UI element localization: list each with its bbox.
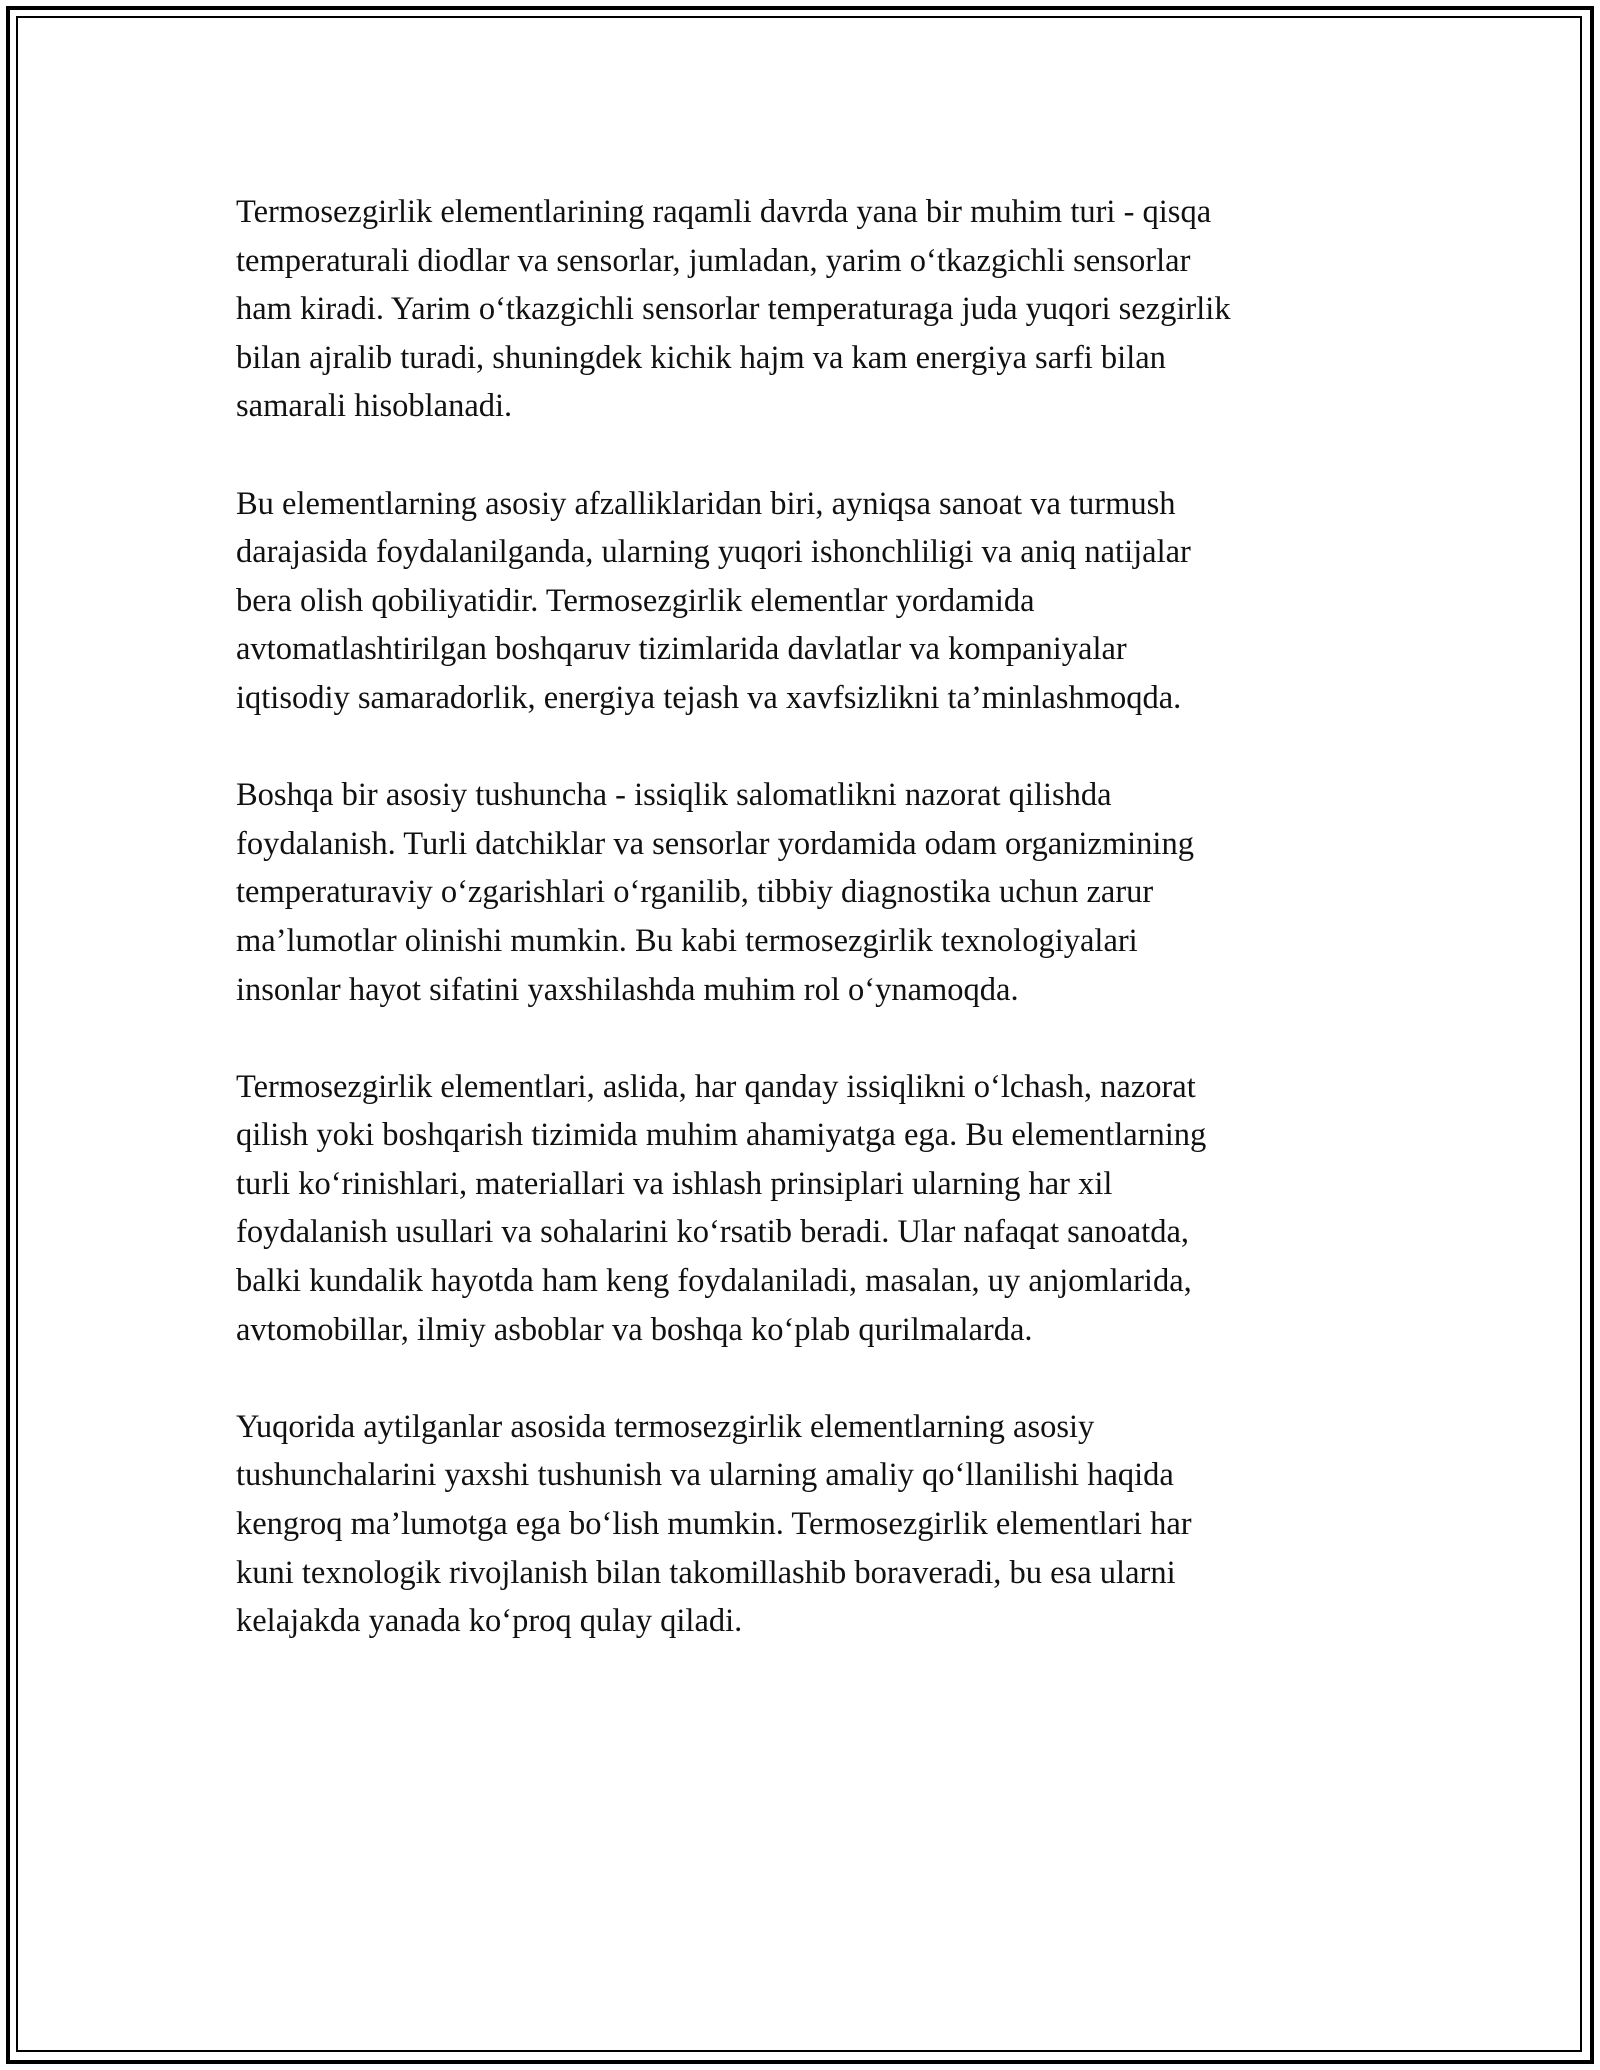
paragraph-line: Termosezgirlik elementlari, aslida, har qanday issiqlikni o‘lchash, nazorat — [236, 1068, 1196, 1105]
paragraph-2 — [236, 480, 1376, 723]
paragraph-line: avtomobillar, ilmiy asboblar va boshqa ko‘plab qurilmalarda. — [236, 1311, 1033, 1348]
paragraph-line: bilan ajralib turadi, shuningdek kichik hajm va kam energiya sarfi bilan — [236, 339, 1166, 376]
document-body — [236, 188, 1376, 1694]
paragraph-line: temperaturaviy o‘zgarishlari o‘rganilib, tibbiy diagnostika uchun zarur — [236, 874, 1154, 911]
paragraph-line: turli ko‘rinishlari, materiallari va ishlash prinsiplari ularning har xil — [236, 1165, 1113, 1202]
paragraph-line: bera olish qobiliyatidir. Termosezgirlik elementlar yordamida — [236, 582, 1035, 619]
paragraph-line: ham kiradi. Yarim o‘tkazgichli sensorlar temperaturaga juda yuqori sezgirlik — [236, 291, 1231, 328]
paragraph-line: kengroq ma’lumotga ega bo‘lish mumkin. Termosezgirlik elementlari har — [236, 1506, 1192, 1543]
paragraph-line: insonlar hayot sifatini yaxshilashda muhim rol o‘ynamoqda. — [236, 971, 1019, 1008]
paragraph-line: Boshqa bir asosiy tushuncha - issiqlik salomatlikni nazorat qilishda — [236, 777, 1112, 814]
paragraph-line: kelajakda yanada ko‘proq qulay qiladi. — [236, 1603, 743, 1640]
paragraph-line: foydalanish usullari va sohalarini ko‘rsatib beradi. Ular nafaqat sanoatda, — [236, 1214, 1190, 1251]
paragraph-line: Bu elementlarning asosiy afzalliklaridan biri, ayniqsa sanoat va turmush — [236, 485, 1176, 522]
paragraph-line: Yuqorida aytilganlar asosida termosezgirlik elementlarning asosiy — [236, 1408, 1095, 1445]
paragraph-line: Termosezgirlik elementlarining raqamli davrda yana bir muhim turi - qisqa — [236, 194, 1212, 230]
paragraph-4 — [236, 1063, 1376, 1355]
paragraph-line: avtomatlashtirilgan boshqaruv tizimlarida davlatlar va kompaniyalar — [236, 631, 1127, 668]
paragraph-5 — [236, 1403, 1376, 1646]
paragraph-line: kuni texnologik rivojlanish bilan takomillashib boraveradi, bu esa ularni — [236, 1554, 1176, 1591]
paragraph-line: samarali hisoblanadi. — [236, 388, 513, 425]
paragraph-line: iqtisodiy samaradorlik, energiya tejash va xavfsizlikni ta’minlashmoqda. — [236, 679, 1182, 716]
paragraph-line: ma’lumotlar olinishi mumkin. Bu kabi termosezgirlik texnologiyalari — [236, 922, 1138, 959]
paragraph-line: tushunchalarini yaxshi tushunish va ularning amaliy qo‘llanilishi haqida — [236, 1457, 1174, 1494]
paragraph-line: temperaturali diodlar va sensorlar, jumladan, yarim o‘tkazgichli sensorlar — [236, 242, 1191, 279]
paragraph-1 — [236, 188, 1376, 431]
paragraph-line: balki kundalik hayotda ham keng foydalaniladi, masalan, uy anjomlarida, — [236, 1263, 1192, 1300]
paragraph-line: darajasida foydalanilganda, ularning yuqori ishonchliligi va aniq natijalar — [236, 534, 1191, 571]
paragraph-line: foydalanish. Turli datchiklar va sensorlar yordamida odam organizmining — [236, 825, 1194, 862]
paragraph-3 — [236, 771, 1376, 1014]
paragraph-line: qilish yoki boshqarish tizimida muhim ahamiyatga ega. Bu elementlarning — [236, 1117, 1207, 1154]
